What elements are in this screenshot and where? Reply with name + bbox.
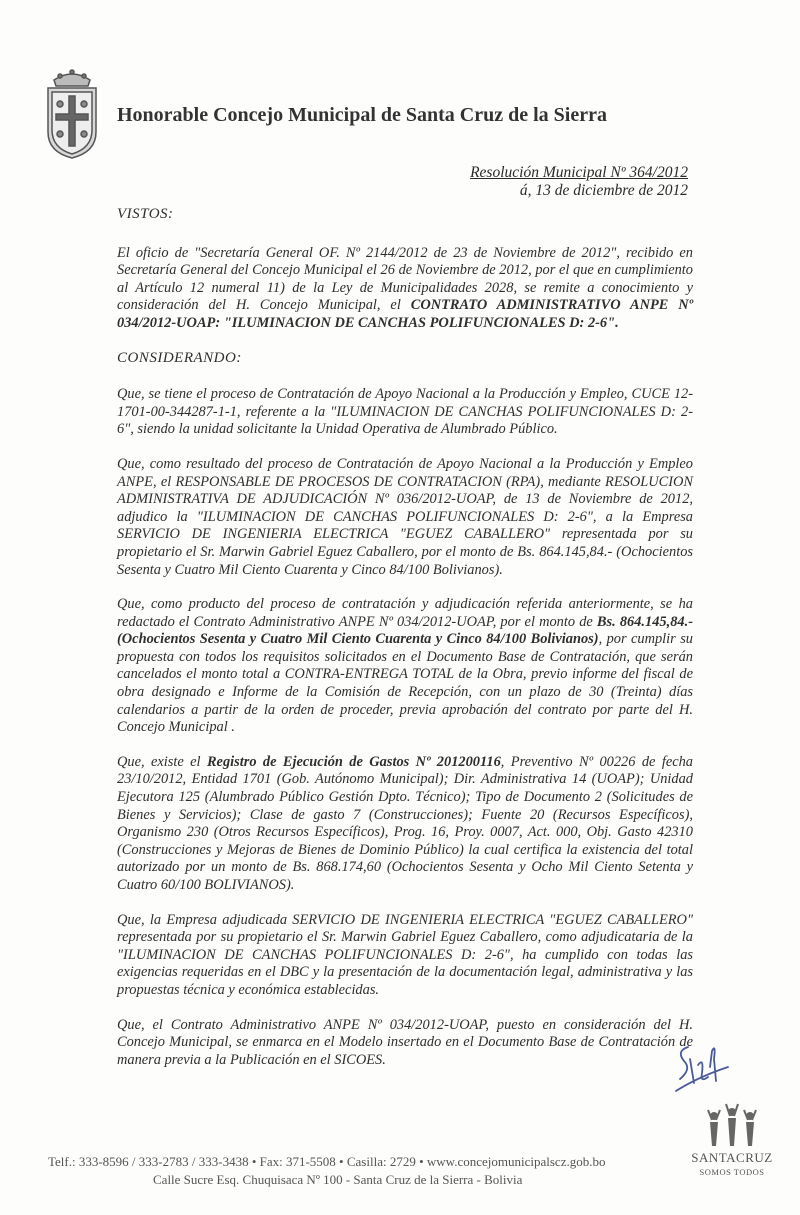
page-title: Honorable Concejo Municipal de Santa Cruz de la Sierra	[117, 104, 607, 126]
paragraph-1: Que, se tiene el proceso de Contratación de Apoyo Nacional a la Producción y Empleo, CUCE 12-1701-00-344287-1-1, referente a la "ILUMINACION DE CANCHAS POLIFUNCIONALES D: 2-6", siendo la unidad solicitante la Unidad Operativa de Alumbrado Público.	[117, 386, 693, 438]
footer-address: Calle Sucre Esq. Chuquisaca Nº 100 - Santa Cruz de la Sierra - Bolivia	[153, 1172, 523, 1187]
document-body	[117, 206, 693, 1086]
vistos-paragraph	[117, 245, 693, 333]
paragraph-3	[117, 596, 693, 737]
paragraph-4-text-a: Que, existe el	[117, 753, 207, 770]
paragraph-4-registro: Registro de Ejecución de Gastos Nº 201200116	[206, 753, 501, 770]
logo-name: SANTACRUZ	[691, 1150, 773, 1165]
footer-contact: Telf.: 333-8596 / 333-2783 / 333-3438 • Fax: 371-5508 • Casilla: 2729 • www.concejomunicipalscz.gob.bo	[48, 1154, 606, 1169]
paragraph-3-amount: Bs. 864.145,84.- (Ochocientos Sesenta y Cuatro Mil Ciento Cuarenta y Cinco 84/100 Bolivianos)	[117, 613, 693, 648]
vistos-text: El oficio de "Secretaría General OF. Nº 2144/2012 de 23 de Noviembre de 2012", recibido en Secretaría General del Concejo Municipal el 26 de Noviembre de 2012, por el que en cumplimiento al Artículo 12 numeral 11) de la Ley de Municipalidades 2028, se remite a conocimiento y consideración del H. Concejo Municipal, el	[117, 244, 693, 314]
vistos-contract-title: CONTRATO ADMINISTRATIVO ANPE Nº 034/2012-UOAP: "ILUMINACION DE CANCHAS POLIFUNCIONALES D: 2-6".	[117, 297, 693, 331]
resolution-block	[470, 164, 688, 200]
paragraph-5: Que, la Empresa adjudicada SERVICIO DE INGENIERIA ELECTRICA "EGUEZ CABALLERO" representada por su propietario el Sr. Marwin Gabriel Eguez Caballero, como adjudicataria de la "ILUMINACION DE CANCHAS POLIFUNCIONALES D: 2-6", ha cumplido con todas las exigencias requeridas en el DBC y la presentación de la documentación legal, administrativa y las propuestas técnica y económica establecidas.	[117, 911, 693, 998]
coat-of-arms-icon	[40, 62, 104, 162]
resolution-date: á, 13 de diciembre de 2012	[519, 182, 688, 199]
resolution-number: Resolución Municipal Nº 364/2012	[470, 164, 688, 181]
paragraph-2: Que, como resultado del proceso de Contratación de Apoyo Nacional a la Producción y Empleo ANPE, el RESPONSABLE DE PROCESOS DE CONTRATACION (RPA), mediante RESOLUCION ADMINISTRATIVA DE ADJUDICACIÓN Nº 036/2012-UOAP, de 13 de Noviembre de 2012, adjudico la "ILUMINACION DE CANCHAS POLIFUNCIONALES D: 2-6", a la Empresa SERVICIO DE INGENIERIA ELECTRICA "EGUEZ CABALLERO" representada por su propietario el Sr. Marwin Gabriel Eguez Caballero, por el monto de Bs. 864.145,84.- (Ochocientos Sesenta y Cuatro Mil Ciento Cuarenta y Cinco 84/100 Bolivianos).	[117, 455, 693, 578]
paragraph-4	[117, 754, 693, 895]
paragraph-3-text-b: , por cumplir su propuesta con todos los requisitos solicitados en el Documento Base de Contratación, que serán cancelados el monto total a CONTRA-ENTREGA TOTAL de la Obra, previo informe del fiscal de obra designado e Informe de la Comisión de Recepción, con un plazo de 30 (Treinta) días calendarios a partir de la orden de proceder, previa aprobación del contrato por parte del H. Concejo Municipal .	[117, 631, 693, 736]
paragraph-6: Que, el Contrato Administrativo ANPE Nº 034/2012-UOAP, puesto en consideración del H. Concejo Municipal, se enmarca en el Modelo insertado en el Documento Base de Contratación de manera previa a la Publicación en el SICOES.	[117, 1016, 693, 1068]
paragraph-3-text-a: Que, como producto del proceso de contratación y adjudicación referida anteriormente, se ha redactado el Contrato Administrativo ANPE Nº 034/2012-UOAP, por el monto de	[117, 596, 693, 630]
signature-icon	[668, 1037, 748, 1097]
logo-tagline: SOMOS TODOS	[699, 1167, 765, 1177]
people-figures-icon	[682, 1100, 782, 1150]
paragraph-4-text-b: , Preventivo Nº 00226 de fecha 23/10/2012, Entidad 1701 (Gob. Autónomo Municipal); Dir. Administrativa 14 (UOAP); Unidad Ejecutora 125 (Alumbrado Público Gestión Dpto. Técnico); Tipo de Documento 2 (Solicitudes de Bienes y Servicios); Clase de gasto 7 (Construcciones); Fuente 20 (Recursos Específicos), Organismo 230 (Otros Recursos Específicos), Prog. 16, Proy. 0007, Act. 000, Obj. Gasto 42310 (Construcciones y Mejoras de Bienes de Dominio Público) la cual certifica la existencia del total autorizado por un monto de Bs. 868.174,60 (Ochocientos Sesenta y Ocho Mil Ciento Setenta y Cuatro 60/100 BOLIVIANOS).	[117, 753, 693, 893]
considerando-heading: CONSIDERANDO:	[117, 349, 242, 366]
vistos-heading: VISTOS:	[117, 206, 174, 222]
santacruz-logo	[682, 1100, 782, 1190]
